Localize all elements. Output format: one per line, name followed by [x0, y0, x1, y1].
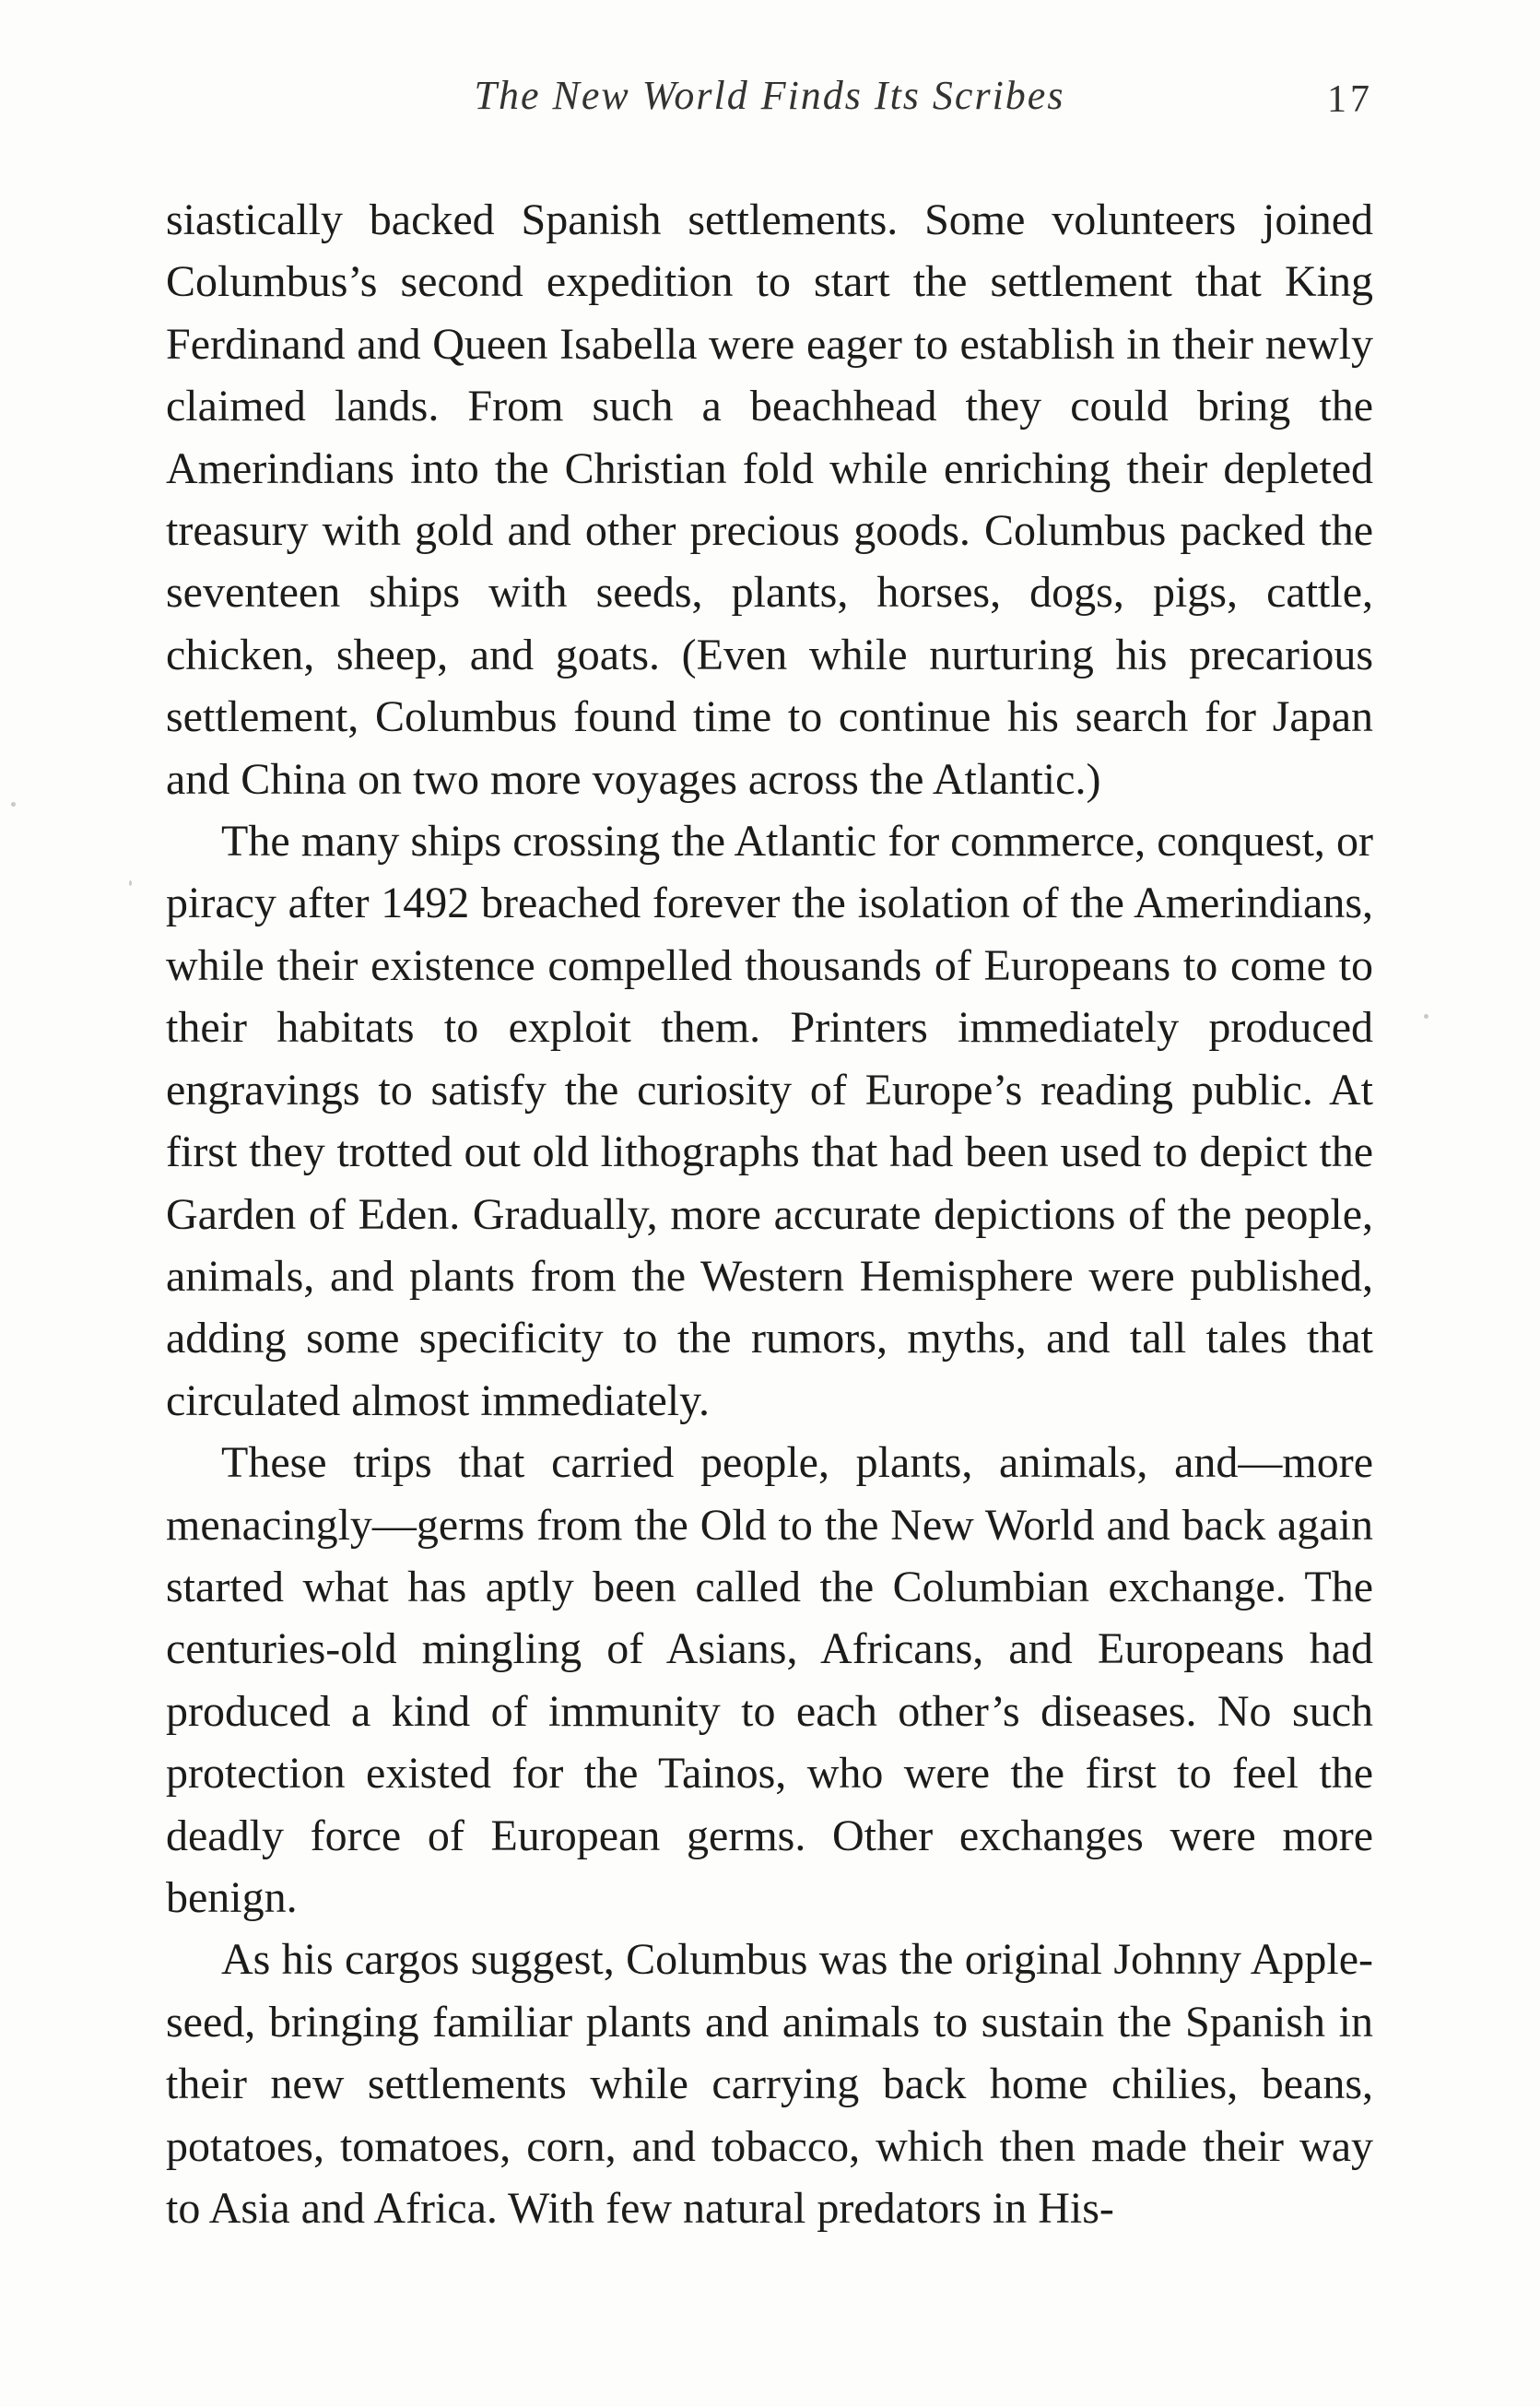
paragraph-3: These trips that carried people, plants, animals, and—more menacingly—germs from the Old to the New World and back again started what has aptly been called the Columbian exchange. The centuries-old mingling of Asians, Africans, and Europeans had produced a kind of immunity to each other’s diseases. No such protection existed for the Tainos, who were the first to feel the deadly force of European germs. Other exchanges were more benign. [166, 1438, 1373, 1922]
scan-speck [1424, 1014, 1428, 1019]
paragraph-1: siastically backed Spanish settlements. Some volunteers joined Columbus’s second expedition to start the settlement that King Ferdinand and Queen Isabella were eager to establish in their newly claimed lands. From such a beachhead they could bring the Amerindians into the Christian fold while enriching their depleted treasury with gold and other precious goods. Columbus packed the seventeen ships with seeds, plants, horses, dogs, pigs, cattle, chicken, sheep, and goats. (Even while nurturing his precarious settlement, Columbus found time to continue his search for Japan and China on two more voyages across the Atlantic.) [166, 195, 1373, 804]
scan-speck [11, 802, 16, 807]
running-head-title: The New World Finds Its Scribes [474, 73, 1065, 118]
body-text [166, 189, 1373, 2239]
running-head [166, 72, 1373, 136]
page-number: 17 [1327, 78, 1373, 121]
paragraph-4: As his cargos suggest, Columbus was the original Johnny Appleseed, bringing familiar plants and animals to sustain the Spanish in their new settlements while carrying back home chilies, beans, potatoes, tomatoes, corn, and tobacco, which then made their way to Asia and Africa. With few natural predators in His- [166, 1935, 1373, 2233]
paragraph-2: The many ships crossing the Atlantic for commerce, conquest, or piracy after 1492 breached forever the isolation of the Amerindians, while their existence compelled thousands of Europeans to come to their habitats to exploit them. Printers immediately produced engravings to satisfy the curiosity of Europe’s reading public. At first they trotted out old lithographs that had been used to depict the Garden of Eden. Gradually, more accurate depictions of the people, animals, and plants from the Western Hemisphere were published, adding some specificity to the rumors, myths, and tall tales that circulated almost immediately. [166, 817, 1373, 1425]
scan-speck [129, 880, 132, 886]
